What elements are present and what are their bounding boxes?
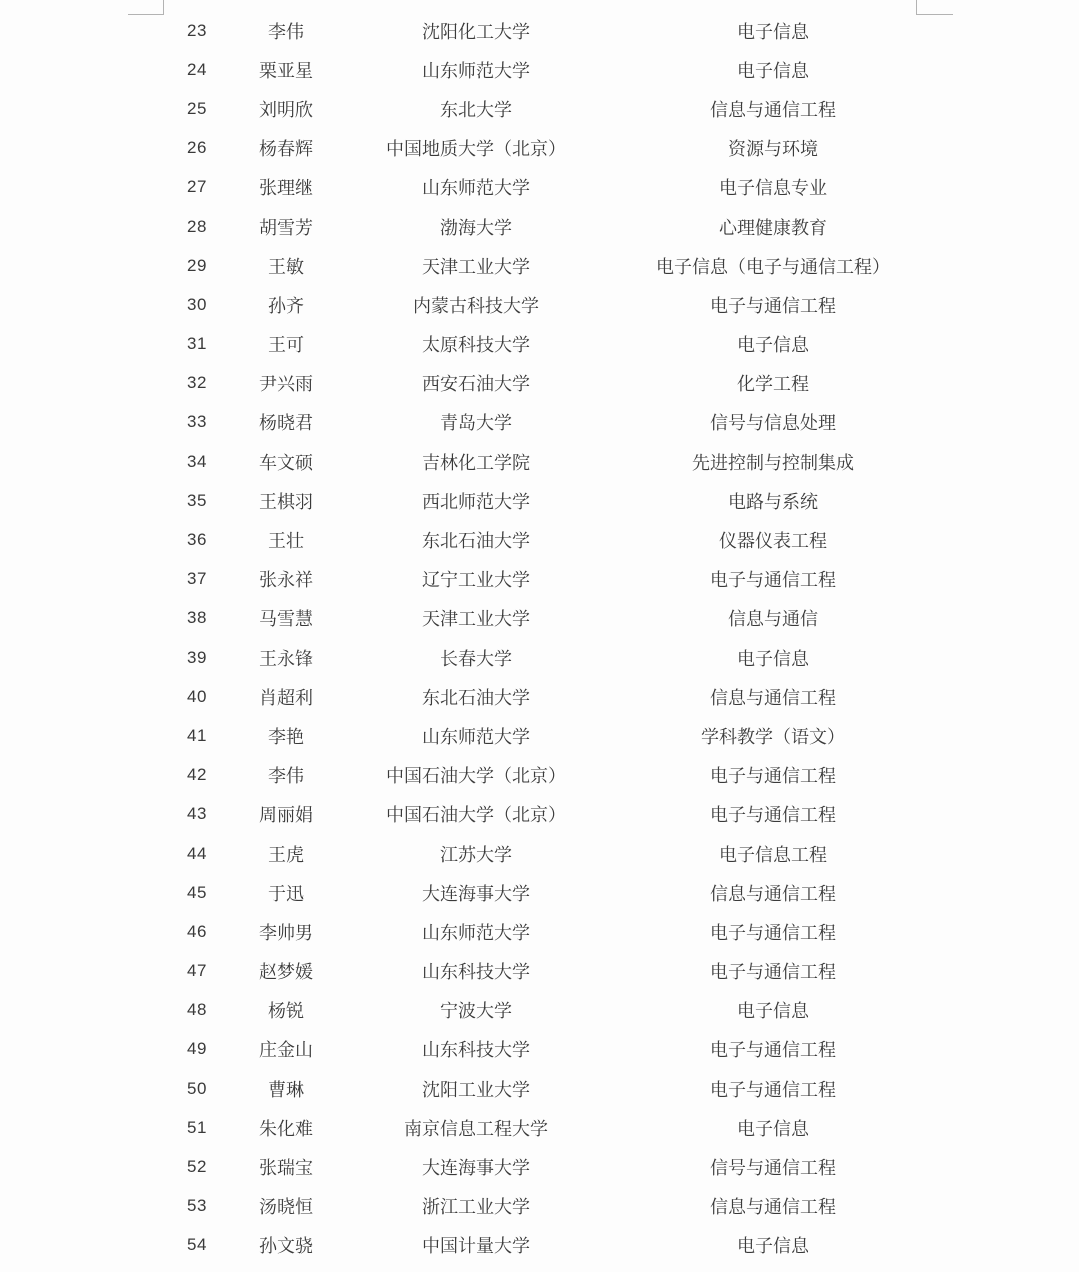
name-cell: 孙齐 bbox=[268, 295, 304, 316]
table-row bbox=[163, 1187, 935, 1226]
row-number-cell: 51 bbox=[187, 1117, 207, 1137]
name-cell: 胡雪芳 bbox=[259, 217, 313, 238]
university-cell: 吉林化工学院 bbox=[422, 452, 530, 473]
major-cell: 化学工程 bbox=[737, 374, 809, 395]
university-cell: 辽宁工业大学 bbox=[422, 570, 530, 591]
row-number-cell: 52 bbox=[187, 1157, 207, 1177]
row-number-cell: 45 bbox=[187, 882, 207, 902]
university-cell: 山东师范大学 bbox=[422, 60, 530, 81]
major-cell: 信息与通信工程 bbox=[710, 883, 836, 904]
name-cell: 王敏 bbox=[268, 256, 304, 277]
major-cell: 电子信息 bbox=[737, 1118, 809, 1139]
table-row bbox=[163, 403, 935, 442]
university-cell: 太原科技大学 bbox=[422, 335, 530, 356]
table-row bbox=[163, 246, 935, 285]
table-row bbox=[163, 834, 935, 873]
name-cell: 王虎 bbox=[268, 844, 304, 865]
row-number-cell: 30 bbox=[187, 294, 207, 314]
major-cell: 信息与通信工程 bbox=[710, 687, 836, 708]
name-cell: 汤晓恒 bbox=[259, 1197, 313, 1218]
major-cell: 电子与通信工程 bbox=[710, 805, 836, 826]
major-cell: 电子信息 bbox=[737, 648, 809, 669]
name-cell: 于迅 bbox=[268, 883, 304, 904]
university-cell: 江苏大学 bbox=[440, 844, 512, 865]
major-cell: 电子信息专业 bbox=[719, 178, 827, 199]
row-number-cell: 50 bbox=[187, 1078, 207, 1098]
university-cell: 天津工业大学 bbox=[422, 256, 530, 277]
university-cell: 山东科技大学 bbox=[422, 1040, 530, 1061]
university-cell: 东北石油大学 bbox=[422, 687, 530, 708]
row-number-cell: 53 bbox=[187, 1196, 207, 1216]
major-cell: 电子信息 bbox=[737, 1236, 809, 1257]
name-cell: 尹兴雨 bbox=[259, 374, 313, 395]
row-number-cell: 34 bbox=[187, 451, 207, 471]
row-number-cell: 31 bbox=[187, 334, 207, 354]
university-cell: 中国地质大学（北京） bbox=[386, 139, 566, 160]
university-cell: 内蒙古科技大学 bbox=[413, 295, 539, 316]
major-cell: 信息与通信工程 bbox=[710, 1197, 836, 1218]
major-cell: 电子信息 bbox=[737, 1001, 809, 1022]
table-row bbox=[163, 481, 935, 520]
major-cell: 电子与通信工程 bbox=[710, 295, 836, 316]
table-row bbox=[163, 716, 935, 755]
major-cell: 信号与通信工程 bbox=[710, 1158, 836, 1179]
major-cell: 先进控制与控制集成 bbox=[692, 452, 854, 473]
name-cell: 马雪慧 bbox=[259, 609, 313, 630]
table-row bbox=[163, 1226, 935, 1265]
university-cell: 浙江工业大学 bbox=[422, 1197, 530, 1218]
university-cell: 长春大学 bbox=[440, 648, 512, 669]
table-row bbox=[163, 599, 935, 638]
university-cell: 山东师范大学 bbox=[422, 726, 530, 747]
table-row bbox=[163, 89, 935, 128]
major-cell: 信号与信息处理 bbox=[710, 413, 836, 434]
name-cell: 王永锋 bbox=[259, 648, 313, 669]
name-cell: 李艳 bbox=[268, 726, 304, 747]
table-row bbox=[163, 520, 935, 559]
name-cell: 王棋羽 bbox=[259, 491, 313, 512]
university-cell: 南京信息工程大学 bbox=[404, 1118, 548, 1139]
row-number-cell: 48 bbox=[187, 1000, 207, 1020]
table-row bbox=[163, 873, 935, 912]
major-cell: 电子信息 bbox=[737, 21, 809, 42]
row-number-cell: 37 bbox=[187, 569, 207, 589]
university-cell: 沈阳化工大学 bbox=[422, 21, 530, 42]
university-cell: 山东师范大学 bbox=[422, 922, 530, 943]
major-cell: 电子与通信工程 bbox=[710, 922, 836, 943]
university-cell: 大连海事大学 bbox=[422, 1158, 530, 1179]
university-cell: 青岛大学 bbox=[440, 413, 512, 434]
name-cell: 李伟 bbox=[268, 766, 304, 787]
row-number-cell: 40 bbox=[187, 686, 207, 706]
university-cell: 山东师范大学 bbox=[422, 178, 530, 199]
name-cell: 李帅男 bbox=[259, 922, 313, 943]
table-row bbox=[163, 442, 935, 481]
name-cell: 张永祥 bbox=[259, 570, 313, 591]
table-row bbox=[163, 560, 935, 599]
major-cell: 电子信息工程 bbox=[719, 844, 827, 865]
row-number-cell: 23 bbox=[187, 20, 207, 40]
university-cell: 渤海大学 bbox=[440, 217, 512, 238]
table-row bbox=[163, 638, 935, 677]
row-number-cell: 47 bbox=[187, 961, 207, 981]
row-number-cell: 39 bbox=[187, 647, 207, 667]
table-row bbox=[163, 1108, 935, 1147]
name-cell: 王可 bbox=[268, 335, 304, 356]
table-row bbox=[163, 912, 935, 951]
table-row bbox=[163, 756, 935, 795]
student-roster-table bbox=[163, 11, 935, 1265]
row-number-cell: 41 bbox=[187, 725, 207, 745]
table-row bbox=[163, 991, 935, 1030]
table-row bbox=[163, 285, 935, 324]
university-cell: 天津工业大学 bbox=[422, 609, 530, 630]
row-number-cell: 46 bbox=[187, 921, 207, 941]
major-cell: 电子信息 bbox=[737, 60, 809, 81]
name-cell: 曹琳 bbox=[268, 1079, 304, 1100]
table-row bbox=[163, 1069, 935, 1108]
major-cell: 电子与通信工程 bbox=[710, 1079, 836, 1100]
name-cell: 赵梦媛 bbox=[259, 962, 313, 983]
row-number-cell: 29 bbox=[187, 255, 207, 275]
major-cell: 电子与通信工程 bbox=[710, 1040, 836, 1061]
university-cell: 中国计量大学 bbox=[422, 1236, 530, 1257]
name-cell: 车文硕 bbox=[259, 452, 313, 473]
university-cell: 西安石油大学 bbox=[422, 374, 530, 395]
row-number-cell: 25 bbox=[187, 98, 207, 118]
name-cell: 杨春辉 bbox=[259, 139, 313, 160]
name-cell: 栗亚星 bbox=[259, 60, 313, 81]
major-cell: 电路与系统 bbox=[728, 491, 818, 512]
text-boundary-corner-left-icon bbox=[128, 0, 164, 15]
name-cell: 孙文骁 bbox=[259, 1236, 313, 1257]
major-cell: 电子与通信工程 bbox=[710, 570, 836, 591]
name-cell: 张瑞宝 bbox=[259, 1158, 313, 1179]
row-number-cell: 24 bbox=[187, 59, 207, 79]
row-number-cell: 42 bbox=[187, 765, 207, 785]
name-cell: 杨晓君 bbox=[259, 413, 313, 434]
table-row bbox=[163, 50, 935, 89]
row-number-cell: 49 bbox=[187, 1039, 207, 1059]
university-cell: 西北师范大学 bbox=[422, 491, 530, 512]
table-row bbox=[163, 952, 935, 991]
row-number-cell: 28 bbox=[187, 216, 207, 236]
major-cell: 电子信息 bbox=[737, 335, 809, 356]
row-number-cell: 27 bbox=[187, 177, 207, 197]
name-cell: 张理继 bbox=[259, 178, 313, 199]
row-number-cell: 36 bbox=[187, 530, 207, 550]
table-row bbox=[163, 364, 935, 403]
name-cell: 朱化难 bbox=[259, 1118, 313, 1139]
name-cell: 刘明欣 bbox=[259, 99, 313, 120]
table-row bbox=[163, 11, 935, 50]
university-cell: 大连海事大学 bbox=[422, 883, 530, 904]
row-number-cell: 43 bbox=[187, 804, 207, 824]
major-cell: 电子与通信工程 bbox=[710, 766, 836, 787]
major-cell: 资源与环境 bbox=[728, 139, 818, 160]
university-cell: 东北大学 bbox=[440, 99, 512, 120]
university-cell: 山东科技大学 bbox=[422, 962, 530, 983]
name-cell: 肖超利 bbox=[259, 687, 313, 708]
row-number-cell: 32 bbox=[187, 373, 207, 393]
major-cell: 电子信息（电子与通信工程） bbox=[656, 256, 890, 277]
university-cell: 宁波大学 bbox=[440, 1001, 512, 1022]
table-row bbox=[163, 1030, 935, 1069]
major-cell: 仪器仪表工程 bbox=[719, 531, 827, 552]
row-number-cell: 38 bbox=[187, 608, 207, 628]
table-row bbox=[163, 168, 935, 207]
name-cell: 周丽娟 bbox=[259, 805, 313, 826]
major-cell: 学科教学（语文） bbox=[701, 726, 845, 747]
table-row bbox=[163, 795, 935, 834]
university-cell: 东北石油大学 bbox=[422, 531, 530, 552]
table-row bbox=[163, 207, 935, 246]
major-cell: 信息与通信工程 bbox=[710, 99, 836, 120]
row-number-cell: 33 bbox=[187, 412, 207, 432]
name-cell: 李伟 bbox=[268, 21, 304, 42]
major-cell: 信息与通信 bbox=[728, 609, 818, 630]
row-number-cell: 54 bbox=[187, 1235, 207, 1255]
row-number-cell: 35 bbox=[187, 490, 207, 510]
university-cell: 沈阳工业大学 bbox=[422, 1079, 530, 1100]
university-cell: 中国石油大学（北京） bbox=[386, 766, 566, 787]
name-cell: 王壮 bbox=[268, 531, 304, 552]
row-number-cell: 26 bbox=[187, 138, 207, 158]
name-cell: 杨锐 bbox=[268, 1001, 304, 1022]
name-cell: 庄金山 bbox=[259, 1040, 313, 1061]
major-cell: 电子与通信工程 bbox=[710, 962, 836, 983]
row-number-cell: 44 bbox=[187, 843, 207, 863]
table-row bbox=[163, 677, 935, 716]
table-row bbox=[163, 129, 935, 168]
table-row bbox=[163, 1147, 935, 1186]
table-row bbox=[163, 325, 935, 364]
major-cell: 心理健康教育 bbox=[719, 217, 827, 238]
university-cell: 中国石油大学（北京） bbox=[386, 805, 566, 826]
